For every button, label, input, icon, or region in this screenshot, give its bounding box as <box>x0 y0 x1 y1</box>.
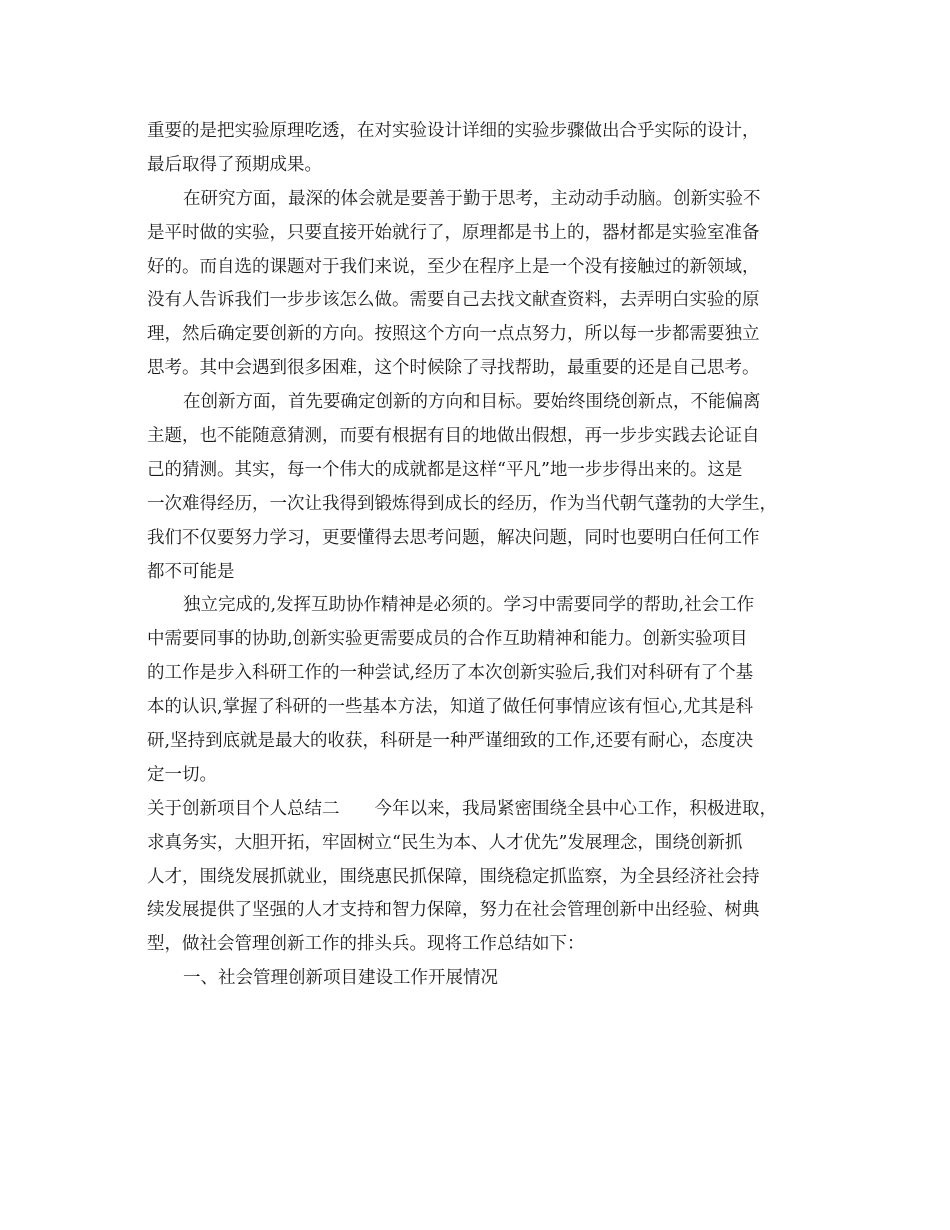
text-line: 独立完成的,发挥互助协作精神是必须的。学习中需要同学的帮助,社会工作 <box>183 595 755 616</box>
text-line: 本的认识,掌握了科研的一些基本方法，知道了做任何事情应该有恒心,尤其是科 <box>147 697 754 718</box>
text-line: 在研究方面，最深的体会就是要善于勤于思考，主动动手动脑。创新实验不 <box>183 188 761 209</box>
text-line: 好的。而自选的课题对于我们来说，至少在程序上是一个没有接触过的新领域， <box>147 256 760 277</box>
text-line: 己的猜测。其实，每一个伟大的成就都是这样“平凡”地一步步得出来的。这是 <box>147 459 743 480</box>
text-line: 人才，围绕发展抓就业，围绕惠民抓保障，围绕稳定抓监察，为全县经济社会持 <box>147 866 760 887</box>
text-line: 的工作是步入科研工作的一种尝试,经历了本次创新实验后,我们对科研有了个基 <box>147 663 754 684</box>
text-line: 最后取得了预期成果。 <box>147 154 322 175</box>
text-line: 求真务实，大胆开拓，牢固树立“民生为本、人才优先”发展理念，围绕创新抓 <box>147 832 743 853</box>
text-line: 都不可能是 <box>147 561 235 582</box>
text-line: 思考。其中会遇到很多困难，这个时候除了寻找帮助，最重要的还是自己思考。 <box>147 358 760 379</box>
text-line: 型，做社会管理创新工作的排头兵。现将工作总结如下： <box>147 934 585 955</box>
text-line: 定一切。 <box>147 764 217 785</box>
text-line: 重要的是把实验原理吃透，在对实验设计详细的实验步骤做出合乎实际的设计， <box>147 121 760 141</box>
text-line: 没有人告诉我们一步步该怎么做。需要自己去找文献查资料，去弄明白实验的原 <box>147 290 760 311</box>
text-line: 研,坚持到底就是最大的收获，科研是一种严谨细致的工作,还要有耐心，态度决 <box>147 731 754 752</box>
text-line: 是平时做的实验，只要直接开始就行了，原理都是书上的，器材都是实验室准备 <box>147 222 760 243</box>
text-line: 关于创新项目个人总结二 今年以来，我局紧密围绕全县中心工作，积极进取， <box>147 798 777 819</box>
text-line: 中需要同事的协助,创新实验更需要成员的合作互助精神和能力。创新实验项目 <box>147 629 748 650</box>
text-line: 我们不仅要努力学习，更要懂得去思考问题，解决问题，同时也要明白任何工作 <box>147 527 760 548</box>
text-line: 在创新方面，首先要确定创新的方向和目标。要始终围绕创新点，不能偏离 <box>183 392 761 413</box>
text-line: 续发展提供了坚强的人才支持和智力保障，努力在社会管理创新中出经验、树典 <box>147 900 760 921</box>
text-line: 一、社会管理创新项目建设工作开展情况 <box>183 968 498 989</box>
document-body <box>147 115 807 996</box>
text-line: 主题，也不能随意猜测，而要有根据有目的地做出假想，再一步步实践去论证自 <box>147 426 760 447</box>
text-line: 理，然后确定要创新的方向。按照这个方向一点点努力，所以每一步都需要独立 <box>147 324 760 345</box>
text-line: 一次难得经历，一次让我得到锻炼得到成长的经历，作为当代朝气蓬勃的大学生， <box>147 493 777 514</box>
